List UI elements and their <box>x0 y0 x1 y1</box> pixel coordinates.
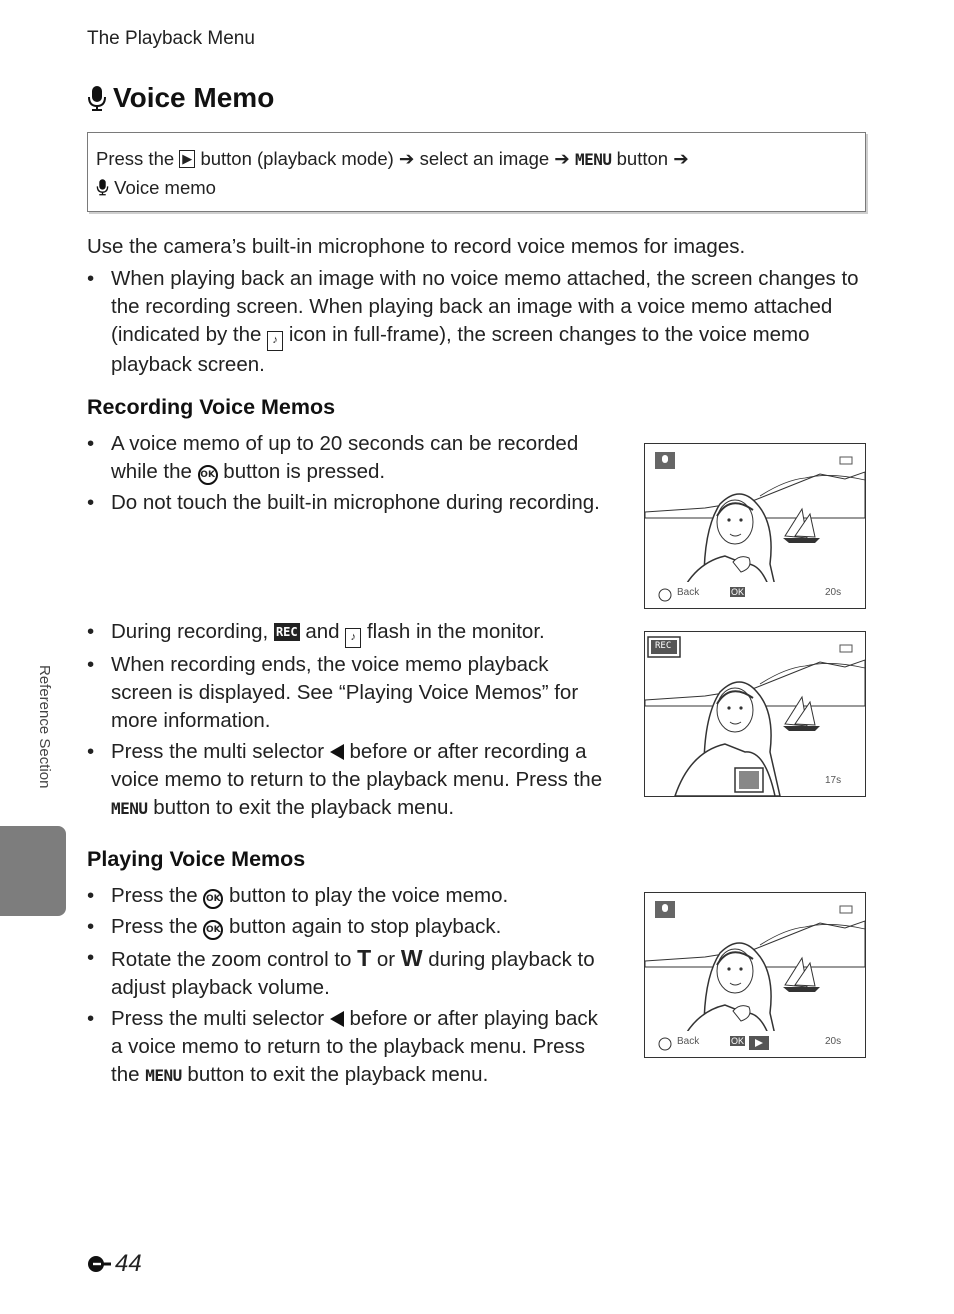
playback-screen-image <box>644 892 866 1058</box>
microphone-icon <box>96 178 109 196</box>
menu-button-icon: MENU <box>145 1066 182 1085</box>
recording-screen-image <box>644 443 866 609</box>
list-item: • Press the OK button again to stop playback. <box>87 913 612 941</box>
arrow-icon: ➔ <box>554 148 570 169</box>
menu-path-box <box>87 132 866 212</box>
playing-heading: Playing Voice Memos <box>87 847 306 871</box>
left-arrow-icon <box>330 744 344 760</box>
playing-list <box>87 882 612 1093</box>
intro-list <box>87 265 867 379</box>
page-title-text: Voice Memo <box>113 82 275 113</box>
list-item: • When recording ends, the voice memo playback screen is displayed. See “Playing Voice Memos” for more information. <box>87 651 612 735</box>
intro-section <box>87 233 867 382</box>
voice-memo-icon: ♪ <box>345 628 361 648</box>
microphone-icon <box>87 84 107 112</box>
ok-button-icon: OK <box>203 889 223 909</box>
list-item: • When playing back an image with no voice memo attached, the screen changes to the recording screen. When playing back an image with a voice memo attached (indicated by the ♪ icon in full-frame), the screen changes to the voice memo playback screen. <box>87 265 867 379</box>
rec-indicator: REC <box>655 641 672 651</box>
voice-memo-icon: ♪ <box>267 331 283 351</box>
menu-path-line2: Voice memo <box>96 174 857 202</box>
left-arrow-icon <box>330 1011 344 1027</box>
zoom-tele-icon: T <box>357 945 372 971</box>
list-item: • During recording, REC and ♪ flash in the monitor. <box>87 618 612 648</box>
remaining-time: 20s <box>825 587 842 598</box>
intro-text: Use the camera’s built-in microphone to record voice memos for images. <box>87 235 746 258</box>
back-label: Back <box>677 1036 700 1047</box>
list-item: • Press the multi selector before or after playing back a voice memo to return to the playback menu. Press the MENU button to exit the playback menu. <box>87 1005 612 1090</box>
menu-path-line1: Press the ▶ button (playback mode) ➔ select an image ➔ MENU button ➔ <box>96 148 689 169</box>
list-item: • A voice memo of up to 20 seconds can be recorded while the OK button is pressed. <box>87 430 612 486</box>
list-item: • Press the OK button to play the voice memo. <box>87 882 612 910</box>
remaining-time: 17s <box>825 775 842 786</box>
recording-list-2 <box>87 618 612 826</box>
back-label: Back <box>677 587 700 598</box>
page-number: 44 <box>87 1250 142 1278</box>
running-header: The Playback Menu <box>87 28 255 49</box>
list-item: • Do not touch the built-in microphone during recording. <box>87 489 612 517</box>
section-tab <box>0 826 66 916</box>
ok-button-icon: OK <box>203 920 223 940</box>
playback-button-icon: ▶ <box>179 150 195 168</box>
page-title <box>87 82 274 114</box>
arrow-icon: ➔ <box>398 148 415 169</box>
ok-button-icon: OK <box>731 1036 745 1046</box>
arrow-icon: ➔ <box>673 148 689 169</box>
menu-button-icon: MENU <box>574 150 612 169</box>
remaining-time: 20s <box>825 1036 842 1047</box>
recording-in-progress-image <box>644 631 866 797</box>
zoom-wide-icon: W <box>400 945 423 971</box>
ok-button-icon: OK <box>198 465 218 485</box>
ok-button-icon: OK <box>731 587 745 597</box>
recording-heading: Recording Voice Memos <box>87 395 336 419</box>
list-item: • Press the multi selector before or after recording a voice memo to return to the playback menu. Press the MENU button to exit the playback menu. <box>87 738 612 823</box>
list-item: • Rotate the zoom control to T or W during playback to adjust playback volume. <box>87 944 612 1002</box>
rec-icon: REC <box>275 625 298 639</box>
side-section-label: Reference Section <box>36 665 53 789</box>
reference-section-icon <box>87 1253 113 1275</box>
menu-button-icon: MENU <box>111 799 148 818</box>
recording-list-1 <box>87 430 612 520</box>
